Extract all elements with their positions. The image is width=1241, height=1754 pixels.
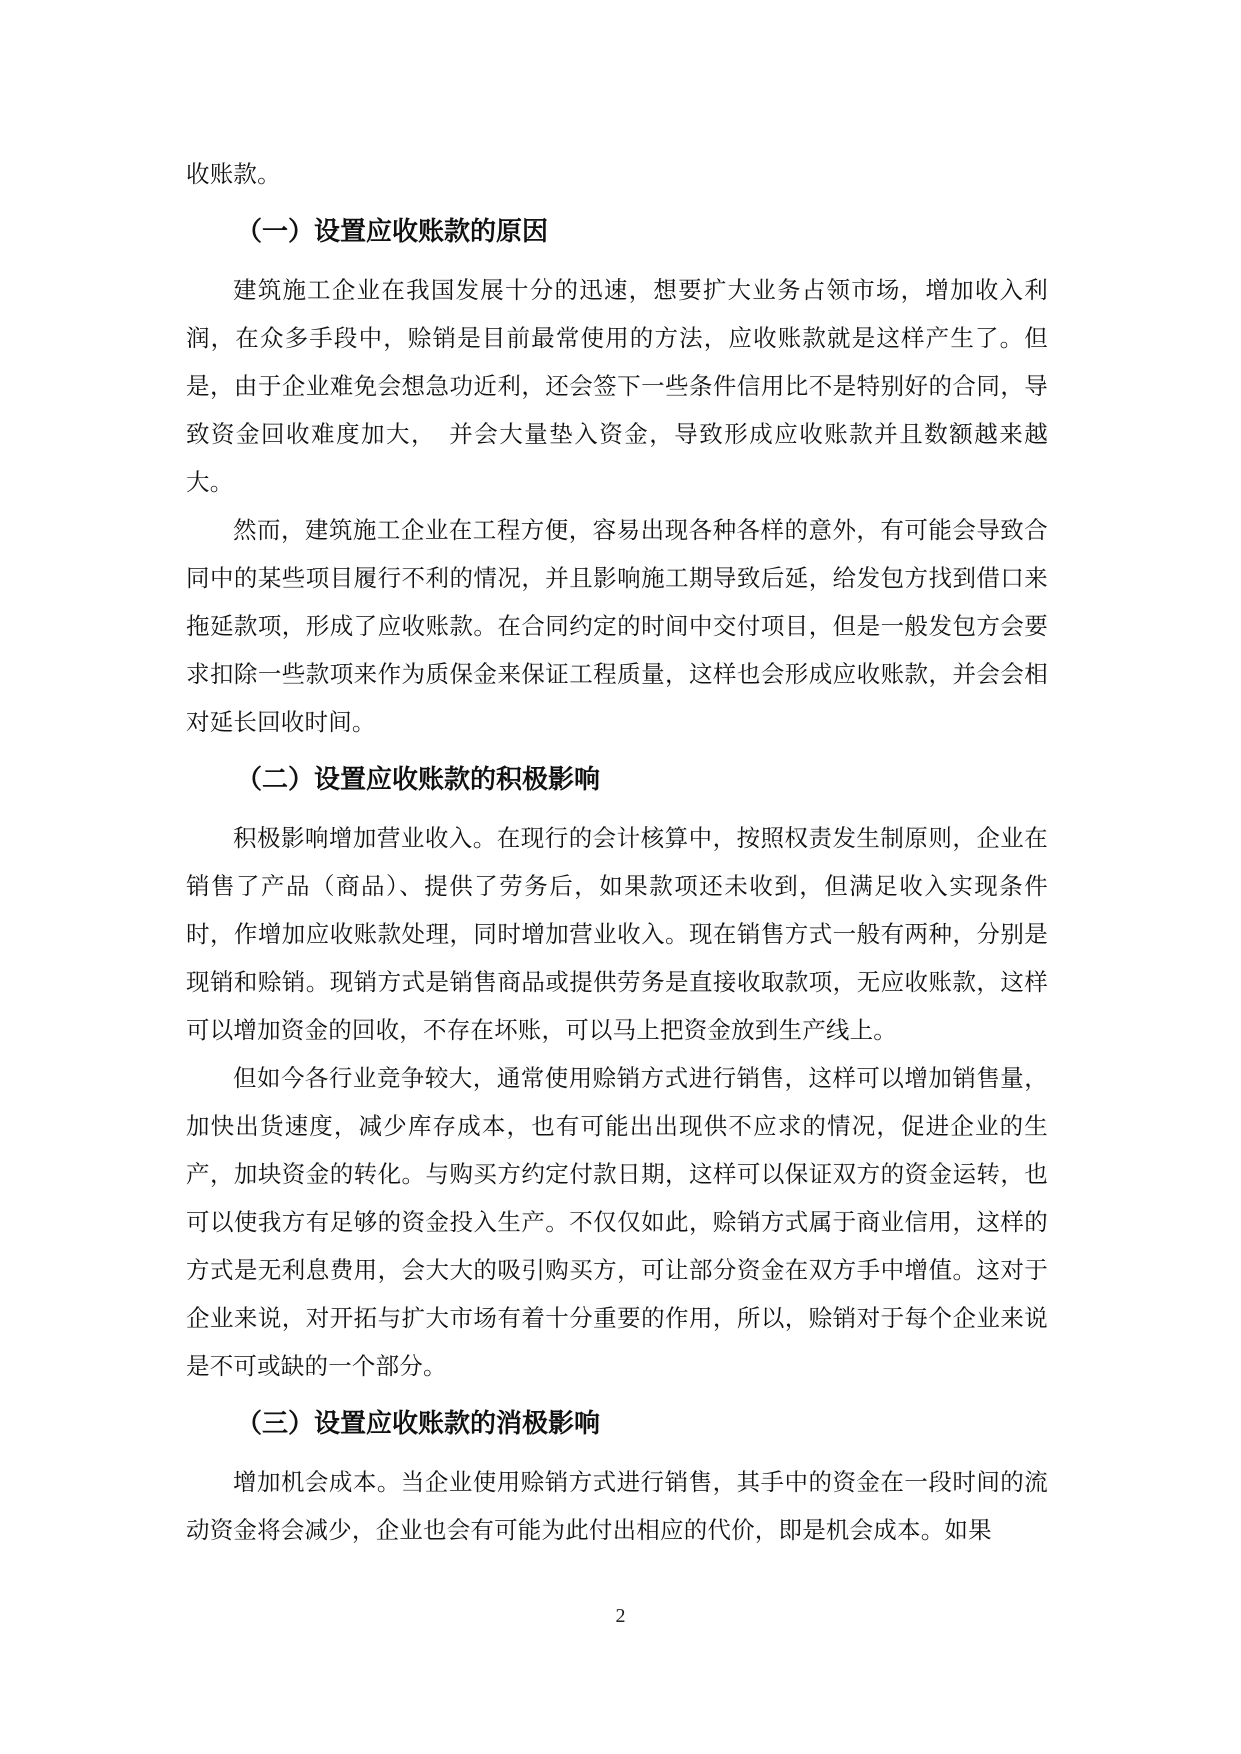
paragraph: 增加机会成本。当企业使用赊销方式进行销售，其手中的资金在一段时间的流动资金将会减少，企业也会有可能为此付出相应的代价，即是机会成本。如果 (186, 1468, 1048, 1544)
paragraph-continuation: 收账款。 (186, 160, 281, 188)
section-heading-1: （一）设置应收账款的原因 (236, 217, 549, 247)
paragraph: 但如今各行业竞争较大，通常使用赊销方式进行销售，这样可以增加销售量，加快出货速度，减少库存成本，也有可能出出现供不应求的情况，促进企业的生产，加块资金的转化。与购买方约定付款日期，这样可以保证双方的资金运转，也可以使我方有足够的资金投入生产。不仅仅如此，赊销方式属于商业信用，这样的方式是无利息费用，会大大的吸引购买方，可让部分资金在双方手中增值。这对于企业来说，对开拓与扩大市场有着十分重要的作用，所以，赊销对于每个企业来说是不可或缺的一个部分。 (186, 1064, 1048, 1380)
section-heading-2: （二）设置应收账款的积极影响 (236, 765, 601, 795)
page-number: 2 (615, 1605, 626, 1627)
section-heading-3: （三）设置应收账款的消极影响 (236, 1409, 601, 1439)
paragraph: 然而，建筑施工企业在工程方便，容易出现各种各样的意外，有可能会导致合同中的某些项目履行不利的情况，并且影响施工期导致后延，给发包方找到借口来拖延款项，形成了应收账款。在合同约定的时间中交付项目，但是一般发包方会要求扣除一些款项来作为质保金来保证工程质量，这样也会形成应收账款，并会会相对延长回收时间。 (186, 516, 1048, 736)
paragraph: 积极影响增加营业收入。在现行的会计核算中，按照权责发生制原则，企业在销售了产品（商品）、提供了劳务后，如果款项还未收到，但满足收入实现条件时，作增加应收账款处理，同时增加营业收入。现在销售方式一般有两种，分别是现销和赊销。现销方式是销售商品或提供劳务是直接收取款项，无应收账款，这样可以增加资金的回收，不存在坏账，可以马上把资金放到生产线上。 (186, 824, 1048, 1044)
page-content (186, 150, 1048, 1554)
paragraph: 建筑施工企业在我国发展十分的迅速，想要扩大业务占领市场，增加收入利润，在众多手段中，赊销是目前最常使用的方法，应收账款就是这样产生了。但是，由于企业难免会想急功近利，还会签下一些条件信用比不是特别好的合同，导致资金回收难度加大， 并会大量垫入资金，导致形成应收账款并且数额越来越大。 (186, 276, 1048, 496)
